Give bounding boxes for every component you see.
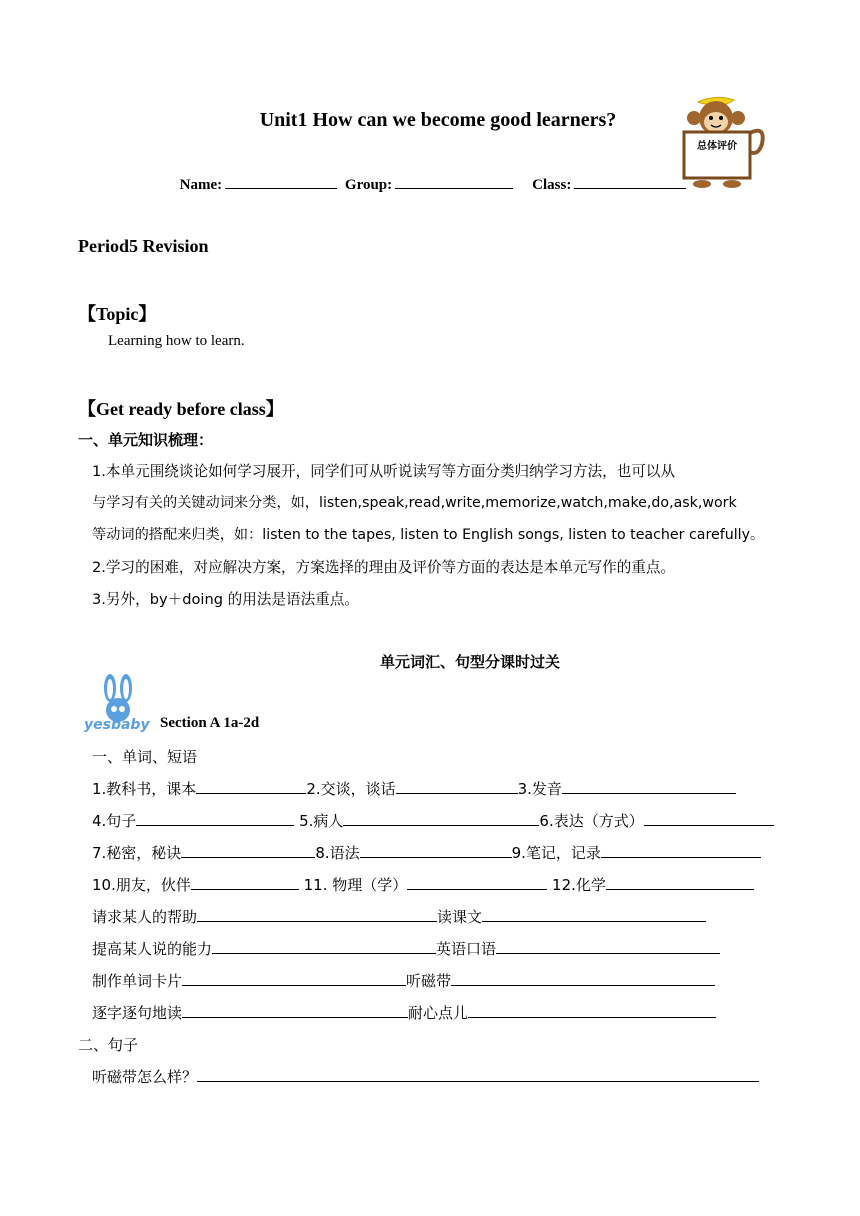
phrase-label-4: 英语口语 bbox=[436, 940, 497, 958]
knowledge-paragraph-4: 2.学习的困难，对应解决方案，方案选择的理由及评价等方面的表达是本单元写作的重点。 bbox=[92, 559, 676, 576]
knowledge-paragraph-1: 1.本单元围绕谈论如何学习展开，同学们可从听说读写等方面分类归纳学习方法，也可以从 bbox=[92, 463, 676, 480]
phrase-blank-7[interactable] bbox=[182, 1002, 408, 1018]
word-row-1 bbox=[92, 778, 736, 799]
phrase-row-3 bbox=[92, 970, 715, 991]
word-blank-5[interactable] bbox=[343, 810, 539, 826]
word-blank-8[interactable] bbox=[360, 842, 512, 858]
phrase-label-3: 提高某人说的能力 bbox=[92, 940, 213, 958]
section-heading: Section A 1a-2d bbox=[160, 715, 260, 731]
page-title: Unit1 How can we become good learners? bbox=[259, 109, 617, 131]
phrase-row-2 bbox=[92, 938, 720, 959]
phrase-row-1 bbox=[92, 906, 706, 927]
knowledge-paragraph-3: 等动词的搭配来归类，如：listen to the tapes, listen to English songs, listen to teacher carefully。 bbox=[92, 527, 765, 543]
word-label-5: 5.病人 bbox=[299, 812, 344, 830]
topic-heading: 【Topic】 bbox=[78, 304, 157, 324]
phrase-blank-1[interactable] bbox=[197, 906, 437, 922]
phrase-label-6: 听磁带 bbox=[406, 972, 452, 990]
word-label-9: 9.笔记，记录 bbox=[511, 844, 601, 862]
knowledge-paragraph-2: 与学习有关的关键动词来分类，如，listen,speak,read,write,memorize,watch,make,do,ask,work bbox=[92, 495, 737, 511]
sentence-label-1: 听磁带怎么样？ bbox=[92, 1068, 198, 1086]
phrase-blank-4[interactable] bbox=[496, 938, 720, 954]
class-blank[interactable] bbox=[574, 174, 686, 189]
word-blank-9[interactable] bbox=[601, 842, 761, 858]
knowledge-heading: 一、单元知识梳理： bbox=[78, 431, 214, 449]
badge-label: 总体评价 bbox=[697, 141, 737, 152]
phrase-label-2: 读课文 bbox=[437, 908, 483, 926]
knowledge-paragraph-5: 3.另外，by＋doing 的用法是语法重点。 bbox=[92, 591, 359, 608]
word-blank-12[interactable] bbox=[606, 874, 754, 890]
word-label-11: 11. 物理（学） bbox=[303, 876, 408, 894]
word-row-4 bbox=[92, 874, 754, 895]
word-blank-1[interactable] bbox=[196, 778, 306, 794]
word-label-7: 7.秘密，秘诀 bbox=[92, 844, 182, 862]
word-label-2: 2.交谈，谈话 bbox=[306, 780, 396, 798]
word-blank-11[interactable] bbox=[407, 874, 547, 890]
phrase-blank-8[interactable] bbox=[468, 1002, 716, 1018]
word-blank-4[interactable] bbox=[136, 810, 294, 826]
topic-text: Learning how to learn. bbox=[108, 333, 245, 349]
group-label: Group: bbox=[344, 177, 393, 193]
word-blank-7[interactable] bbox=[181, 842, 315, 858]
period-heading: Period5 Revision bbox=[78, 236, 209, 256]
word-label-10: 10.朋友，伙伴 bbox=[92, 876, 191, 894]
word-row-2 bbox=[92, 810, 774, 831]
name-label: Name: bbox=[179, 177, 223, 193]
word-blank-6[interactable] bbox=[644, 810, 774, 826]
word-label-8: 8.语法 bbox=[315, 844, 360, 862]
phrase-label-8: 耐心点儿 bbox=[408, 1004, 469, 1022]
word-row-3 bbox=[92, 842, 761, 863]
rabbit-logo-text: yesbaby bbox=[84, 717, 150, 733]
name-blank[interactable] bbox=[225, 174, 337, 189]
phrase-blank-2[interactable] bbox=[482, 906, 706, 922]
ready-heading: 【Get ready before class】 bbox=[78, 399, 284, 419]
phrase-blank-3[interactable] bbox=[212, 938, 436, 954]
word-blank-2[interactable] bbox=[396, 778, 518, 794]
word-label-1: 1.教科书，课本 bbox=[92, 780, 197, 798]
phrase-label-7: 逐字逐句地读 bbox=[92, 1004, 183, 1022]
sentence-row-1 bbox=[92, 1066, 759, 1087]
word-label-12: 12.化学 bbox=[552, 876, 606, 894]
word-label-6: 6.表达（方式） bbox=[539, 812, 644, 830]
phrase-blank-6[interactable] bbox=[451, 970, 715, 986]
word-label-4: 4.句子 bbox=[92, 812, 137, 830]
name-line bbox=[0, 174, 860, 194]
word-blank-10[interactable] bbox=[191, 874, 299, 890]
word-label-3: 3.发音 bbox=[517, 780, 562, 798]
words-heading: 一、单词、短语 bbox=[92, 748, 198, 766]
class-label: Class: bbox=[532, 177, 572, 193]
phrase-label-1: 请求某人的帮助 bbox=[92, 908, 198, 926]
sentence-blank-1[interactable] bbox=[197, 1066, 759, 1082]
section-group-heading: 单元词汇、句型分课时过关 bbox=[379, 653, 560, 671]
phrase-blank-5[interactable] bbox=[182, 970, 406, 986]
phrase-row-4 bbox=[92, 1002, 716, 1023]
sentences-heading: 二、句子 bbox=[78, 1036, 139, 1054]
word-blank-3[interactable] bbox=[562, 778, 736, 794]
group-blank[interactable] bbox=[395, 174, 513, 189]
phrase-label-5: 制作单词卡片 bbox=[92, 972, 183, 990]
